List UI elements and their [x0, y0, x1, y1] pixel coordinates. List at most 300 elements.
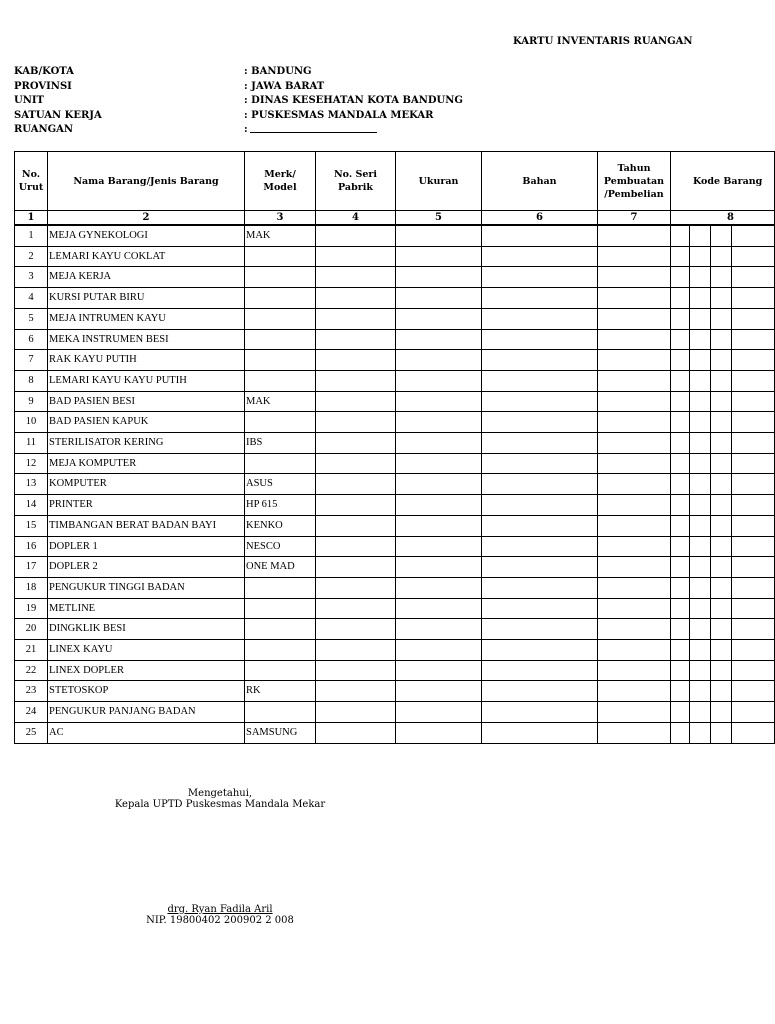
item-tahun — [598, 577, 671, 598]
item-name: KURSI PUTAR BIRU — [48, 288, 245, 309]
row-number: 6 — [15, 329, 48, 350]
row-number: 2 — [15, 246, 48, 267]
item-no-seri — [316, 453, 396, 474]
row-number: 14 — [15, 495, 48, 516]
item-ukuran — [396, 515, 482, 536]
item-kode — [671, 515, 690, 536]
item-kode — [671, 267, 690, 288]
item-bahan — [482, 370, 598, 391]
item-ukuran — [396, 681, 482, 702]
item-bahan — [482, 640, 598, 661]
item-kode — [671, 577, 690, 598]
row-number: 11 — [15, 433, 48, 454]
item-bahan — [482, 515, 598, 536]
item-no-seri — [316, 308, 396, 329]
item-kode — [690, 412, 711, 433]
item-name: PRINTER — [48, 495, 245, 516]
item-tahun — [598, 225, 671, 246]
col-number: 3 — [245, 211, 316, 226]
item-merk — [245, 308, 316, 329]
item-kode — [711, 577, 732, 598]
item-kode — [711, 640, 732, 661]
item-bahan — [482, 391, 598, 412]
item-tahun — [598, 557, 671, 578]
item-name: STETOSKOP — [48, 681, 245, 702]
item-kode — [690, 619, 711, 640]
item-tahun — [598, 412, 671, 433]
item-no-seri — [316, 640, 396, 661]
item-ukuran — [396, 433, 482, 454]
item-kode — [711, 515, 732, 536]
item-kode — [690, 288, 711, 309]
meta-value: : DINAS KESEHATAN KOTA BANDUNG — [244, 95, 463, 106]
item-tahun — [598, 495, 671, 516]
item-kode — [671, 288, 690, 309]
item-ukuran — [396, 288, 482, 309]
item-no-seri — [316, 660, 396, 681]
item-kode — [711, 391, 732, 412]
col-number: 8 — [671, 211, 775, 226]
item-tahun — [598, 619, 671, 640]
table-row — [15, 702, 775, 723]
item-kode — [671, 702, 690, 723]
item-ukuran — [396, 619, 482, 640]
header-no-seri: No. Seri Pabrik — [316, 152, 396, 211]
item-kode — [690, 536, 711, 557]
item-kode — [671, 681, 690, 702]
table-row — [15, 453, 775, 474]
item-kode — [732, 474, 775, 495]
item-merk — [245, 412, 316, 433]
item-bahan — [482, 557, 598, 578]
item-kode — [711, 329, 732, 350]
row-number: 13 — [15, 474, 48, 495]
item-name: MEJA KERJA — [48, 267, 245, 288]
item-ukuran — [396, 391, 482, 412]
item-kode — [732, 225, 775, 246]
table-row — [15, 267, 775, 288]
item-no-seri — [316, 329, 396, 350]
item-kode — [690, 474, 711, 495]
item-bahan — [482, 660, 598, 681]
item-merk — [245, 660, 316, 681]
row-number: 24 — [15, 702, 48, 723]
item-kode — [671, 391, 690, 412]
item-kode — [711, 598, 732, 619]
item-kode — [690, 308, 711, 329]
table-row — [15, 640, 775, 661]
item-name: LINEX DOPLER — [48, 660, 245, 681]
item-tahun — [598, 515, 671, 536]
document-title: KARTU INVENTARIS RUANGAN — [513, 36, 693, 47]
item-kode — [732, 350, 775, 371]
item-name: PENGUKUR PANJANG BADAN — [48, 702, 245, 723]
item-no-seri — [316, 246, 396, 267]
item-no-seri — [316, 495, 396, 516]
item-kode — [690, 433, 711, 454]
item-no-seri — [316, 225, 396, 246]
item-kode — [671, 329, 690, 350]
item-no-seri — [316, 577, 396, 598]
item-kode — [690, 515, 711, 536]
item-kode — [671, 722, 690, 743]
item-merk — [245, 619, 316, 640]
item-kode — [732, 660, 775, 681]
item-kode — [671, 308, 690, 329]
item-tahun — [598, 536, 671, 557]
table-row — [15, 288, 775, 309]
meta-label: KAB/KOTA — [14, 66, 74, 77]
item-bahan — [482, 412, 598, 433]
item-bahan — [482, 474, 598, 495]
col-number: 7 — [598, 211, 671, 226]
item-kode — [732, 433, 775, 454]
item-tahun — [598, 246, 671, 267]
item-tahun — [598, 598, 671, 619]
item-tahun — [598, 702, 671, 723]
item-no-seri — [316, 350, 396, 371]
item-kode — [732, 681, 775, 702]
col-number: 4 — [316, 211, 396, 226]
item-bahan — [482, 288, 598, 309]
item-ukuran — [396, 640, 482, 661]
item-bahan — [482, 702, 598, 723]
item-ukuran — [396, 246, 482, 267]
item-name: MEJA INTRUMEN KAYU — [48, 308, 245, 329]
meta-value: : JAWA BARAT — [244, 80, 325, 92]
signature-block — [97, 788, 343, 810]
item-merk — [245, 598, 316, 619]
row-number: 15 — [15, 515, 48, 536]
item-bahan — [482, 308, 598, 329]
item-kode — [671, 433, 690, 454]
item-merk — [245, 577, 316, 598]
item-name: LEMARI KAYU KAYU PUTIH — [48, 370, 245, 391]
item-merk: KENKO — [245, 515, 316, 536]
row-number: 3 — [15, 267, 48, 288]
item-name: BAD PASIEN KAPUK — [48, 412, 245, 433]
item-no-seri — [316, 433, 396, 454]
item-merk: ONE MAD — [245, 557, 316, 578]
item-name: MEJA KOMPUTER — [48, 453, 245, 474]
item-bahan — [482, 225, 598, 246]
table-row — [15, 577, 775, 598]
row-number: 23 — [15, 681, 48, 702]
item-tahun — [598, 267, 671, 288]
item-name: DOPLER 1 — [48, 536, 245, 557]
item-name: MEJA GYNEKOLOGI — [48, 225, 245, 246]
row-number: 25 — [15, 722, 48, 743]
table-row — [15, 660, 775, 681]
item-kode — [690, 577, 711, 598]
item-ukuran — [396, 702, 482, 723]
item-name: MEKA INSTRUMEN BESI — [48, 329, 245, 350]
row-number: 21 — [15, 640, 48, 661]
item-kode — [711, 536, 732, 557]
header-merk-model: Merk/ Model — [245, 152, 316, 211]
inventory-table — [14, 151, 775, 744]
item-tahun — [598, 474, 671, 495]
item-name: PENGUKUR TINGGI BADAN — [48, 577, 245, 598]
row-number: 12 — [15, 453, 48, 474]
item-no-seri — [316, 681, 396, 702]
item-kode — [690, 225, 711, 246]
item-kode — [732, 557, 775, 578]
table-row — [15, 598, 775, 619]
table-row — [15, 350, 775, 371]
item-merk — [245, 702, 316, 723]
item-bahan — [482, 329, 598, 350]
item-ukuran — [396, 722, 482, 743]
item-ukuran — [396, 225, 482, 246]
item-no-seri — [316, 391, 396, 412]
item-name: METLINE — [48, 598, 245, 619]
item-kode — [690, 391, 711, 412]
item-kode — [690, 702, 711, 723]
meta-label: PROVINSI — [14, 80, 72, 92]
item-kode — [732, 577, 775, 598]
item-name: BAD PASIEN BESI — [48, 391, 245, 412]
row-number: 8 — [15, 370, 48, 391]
item-no-seri — [316, 412, 396, 433]
item-kode — [732, 412, 775, 433]
item-kode — [711, 288, 732, 309]
item-tahun — [598, 433, 671, 454]
meta-label: UNIT — [14, 95, 44, 106]
table-row — [15, 329, 775, 350]
item-kode — [711, 267, 732, 288]
item-kode — [711, 246, 732, 267]
item-kode — [732, 619, 775, 640]
item-bahan — [482, 267, 598, 288]
item-kode — [732, 640, 775, 661]
item-no-seri — [316, 515, 396, 536]
item-kode — [690, 370, 711, 391]
table-row — [15, 515, 775, 536]
item-bahan — [482, 722, 598, 743]
item-bahan — [482, 246, 598, 267]
item-kode — [711, 474, 732, 495]
signature-position: Kepala UPTD Puskesmas Mandala Mekar — [114, 799, 326, 810]
item-kode — [671, 370, 690, 391]
row-number: 17 — [15, 557, 48, 578]
item-bahan — [482, 350, 598, 371]
table-row — [15, 433, 775, 454]
header-tahun: Tahun Pembuatan /Pembelian — [598, 152, 671, 211]
item-merk — [245, 350, 316, 371]
item-tahun — [598, 329, 671, 350]
item-merk: SAMSUNG — [245, 722, 316, 743]
item-name: RAK KAYU PUTIH — [48, 350, 245, 371]
item-kode — [732, 246, 775, 267]
item-bahan — [482, 619, 598, 640]
table-row — [15, 370, 775, 391]
row-number: 10 — [15, 412, 48, 433]
item-kode — [732, 288, 775, 309]
item-kode — [711, 225, 732, 246]
signature-nip: NIP. 19800402 200902 2 008 — [146, 915, 294, 926]
ruangan-blank-line — [250, 123, 377, 133]
item-ukuran — [396, 495, 482, 516]
item-merk: NESCO — [245, 536, 316, 557]
table-row — [15, 557, 775, 578]
item-ukuran — [396, 453, 482, 474]
item-kode — [671, 453, 690, 474]
item-bahan — [482, 433, 598, 454]
table-row — [15, 412, 775, 433]
item-no-seri — [316, 702, 396, 723]
item-bahan — [482, 577, 598, 598]
row-number: 7 — [15, 350, 48, 371]
row-number: 1 — [15, 225, 48, 246]
row-number: 19 — [15, 598, 48, 619]
row-number: 9 — [15, 391, 48, 412]
item-kode — [732, 391, 775, 412]
meta-value: : — [244, 124, 248, 135]
row-number: 5 — [15, 308, 48, 329]
item-kode — [671, 350, 690, 371]
item-ukuran — [396, 350, 482, 371]
item-kode — [690, 722, 711, 743]
item-merk — [245, 453, 316, 474]
item-kode — [690, 557, 711, 578]
item-kode — [690, 495, 711, 516]
header-bahan: Bahan — [482, 152, 598, 211]
item-ukuran — [396, 660, 482, 681]
item-kode — [671, 495, 690, 516]
item-bahan — [482, 681, 598, 702]
item-kode — [711, 370, 732, 391]
col-number: 5 — [396, 211, 482, 226]
item-ukuran — [396, 536, 482, 557]
signature-acknowledge: Mengetahui, — [187, 788, 253, 799]
item-merk — [245, 329, 316, 350]
item-tahun — [598, 308, 671, 329]
item-tahun — [598, 681, 671, 702]
item-kode — [732, 329, 775, 350]
signature-name: drg. Ryan Fadila Aril — [167, 904, 273, 915]
item-kode — [732, 515, 775, 536]
item-name: DINGKLIK BESI — [48, 619, 245, 640]
meta-value: : PUSKESMAS MANDALA MEKAR — [244, 109, 434, 121]
table-row — [15, 246, 775, 267]
item-kode — [671, 474, 690, 495]
item-kode — [732, 267, 775, 288]
item-kode — [711, 619, 732, 640]
item-name: STERILISATOR KERING — [48, 433, 245, 454]
table-row — [15, 225, 775, 246]
header-ukuran: Ukuran — [396, 152, 482, 211]
item-tahun — [598, 722, 671, 743]
header-nama-barang: Nama Barang/Jenis Barang — [48, 152, 245, 211]
item-name: DOPLER 2 — [48, 557, 245, 578]
item-kode — [732, 495, 775, 516]
item-bahan — [482, 598, 598, 619]
item-bahan — [482, 453, 598, 474]
item-no-seri — [316, 536, 396, 557]
item-kode — [671, 412, 690, 433]
item-kode — [711, 453, 732, 474]
item-ukuran — [396, 267, 482, 288]
meta-label: SATUAN KERJA — [14, 109, 102, 121]
col-number: 2 — [48, 211, 245, 226]
row-number: 4 — [15, 288, 48, 309]
item-merk — [245, 640, 316, 661]
item-ukuran — [396, 577, 482, 598]
item-ukuran — [396, 329, 482, 350]
item-merk: IBS — [245, 433, 316, 454]
item-kode — [690, 598, 711, 619]
item-kode — [732, 722, 775, 743]
item-name: TIMBANGAN BERAT BADAN BAYI — [48, 515, 245, 536]
item-kode — [690, 660, 711, 681]
item-kode — [711, 433, 732, 454]
item-merk: HP 615 — [245, 495, 316, 516]
item-kode — [671, 660, 690, 681]
table-row — [15, 391, 775, 412]
item-merk: MAK — [245, 391, 316, 412]
item-tahun — [598, 391, 671, 412]
item-kode — [690, 329, 711, 350]
col-number: 6 — [482, 211, 598, 226]
item-merk: RK — [245, 681, 316, 702]
item-ukuran — [396, 308, 482, 329]
item-kode — [690, 640, 711, 661]
item-kode — [671, 598, 690, 619]
item-merk — [245, 370, 316, 391]
item-kode — [732, 702, 775, 723]
item-no-seri — [316, 474, 396, 495]
item-tahun — [598, 370, 671, 391]
item-merk — [245, 246, 316, 267]
item-kode — [711, 350, 732, 371]
item-kode — [711, 660, 732, 681]
table-row — [15, 474, 775, 495]
item-kode — [732, 598, 775, 619]
item-tahun — [598, 453, 671, 474]
item-kode — [671, 640, 690, 661]
item-no-seri — [316, 619, 396, 640]
item-kode — [711, 412, 732, 433]
item-no-seri — [316, 557, 396, 578]
item-no-seri — [316, 598, 396, 619]
item-ukuran — [396, 557, 482, 578]
item-tahun — [598, 350, 671, 371]
row-number: 22 — [15, 660, 48, 681]
signature-name-block — [97, 904, 343, 926]
table-row — [15, 536, 775, 557]
item-tahun — [598, 288, 671, 309]
item-no-seri — [316, 288, 396, 309]
item-no-seri — [316, 267, 396, 288]
item-bahan — [482, 495, 598, 516]
table-row — [15, 308, 775, 329]
item-ukuran — [396, 474, 482, 495]
row-number: 18 — [15, 577, 48, 598]
item-tahun — [598, 640, 671, 661]
meta-label: RUANGAN — [14, 124, 74, 135]
item-merk: MAK — [245, 225, 316, 246]
item-kode — [671, 619, 690, 640]
item-kode — [711, 702, 732, 723]
item-ukuran — [396, 412, 482, 433]
item-kode — [690, 681, 711, 702]
item-kode — [732, 453, 775, 474]
item-tahun — [598, 660, 671, 681]
meta-value: : BANDUNG — [244, 66, 312, 77]
item-name: AC — [48, 722, 245, 743]
header-kode-barang: Kode Barang — [671, 152, 775, 211]
